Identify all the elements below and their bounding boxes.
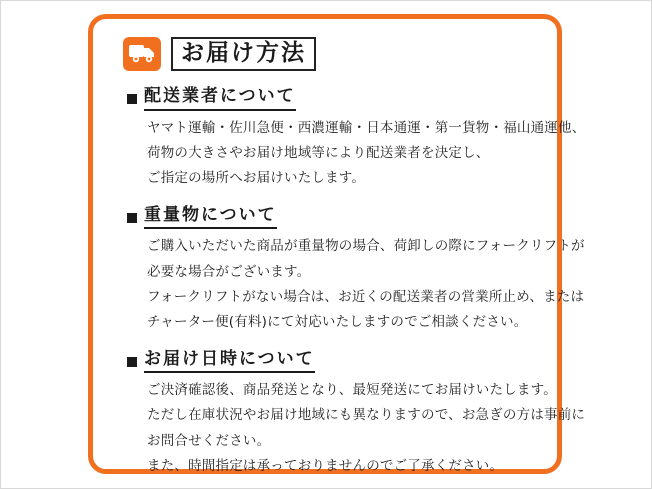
body-line: チャーター便(有料)にて対応いたしますのでご相談ください。 <box>147 313 528 330</box>
card-header <box>123 37 535 71</box>
section-body <box>147 379 586 478</box>
body-line: ご決済確認後、商品発送となり、最短発送にてお届けいたします。 <box>147 382 557 399</box>
bullet-square-icon <box>127 357 137 367</box>
body-line: 荷物の大きさやお届け地域等により配送業者を決定し、 <box>147 144 490 161</box>
section-body <box>147 235 585 334</box>
body-line: フォークリフトがない場合は、お近くの配送業者の営業所止め、または <box>147 288 585 305</box>
section-heading: 配送業者について <box>144 85 296 110</box>
card-title-box <box>171 37 316 71</box>
body-line: ただし在庫状況やお届け地域にも異なりますので、お急ぎの方は事前に <box>147 407 586 424</box>
bullet-square-icon <box>127 94 137 104</box>
section-heading: 重量物について <box>144 204 277 229</box>
section-heading-row <box>127 85 535 110</box>
section-carriers <box>121 85 586 190</box>
section-delivery-date <box>121 348 586 478</box>
body-line: お問合せください。 <box>147 432 271 449</box>
delivery-truck-icon <box>123 37 161 71</box>
section-heavy-items <box>121 204 585 334</box>
page-title: お届け方法 <box>181 40 306 66</box>
section-body <box>147 117 586 191</box>
section-heading: お届け日時について <box>144 348 315 373</box>
body-line: また、時間指定は承っておりませんのでご了承ください。 <box>147 457 504 474</box>
bullet-square-icon <box>127 213 137 223</box>
section-heading-row <box>127 204 535 229</box>
section-heading-row <box>127 348 535 373</box>
body-line: ヤマト運輸・佐川急便・西濃運輸・日本通運・第一貨物・福山通運他、 <box>147 119 586 136</box>
delivery-info-card <box>88 14 586 474</box>
body-line: ご購入いただいた商品が重量物の場合、荷卸しの際にフォークリフトが <box>147 238 585 255</box>
body-line: 必要な場合がございます。 <box>147 263 311 280</box>
body-line: ご指定の場所へお届けいたします。 <box>147 169 366 186</box>
